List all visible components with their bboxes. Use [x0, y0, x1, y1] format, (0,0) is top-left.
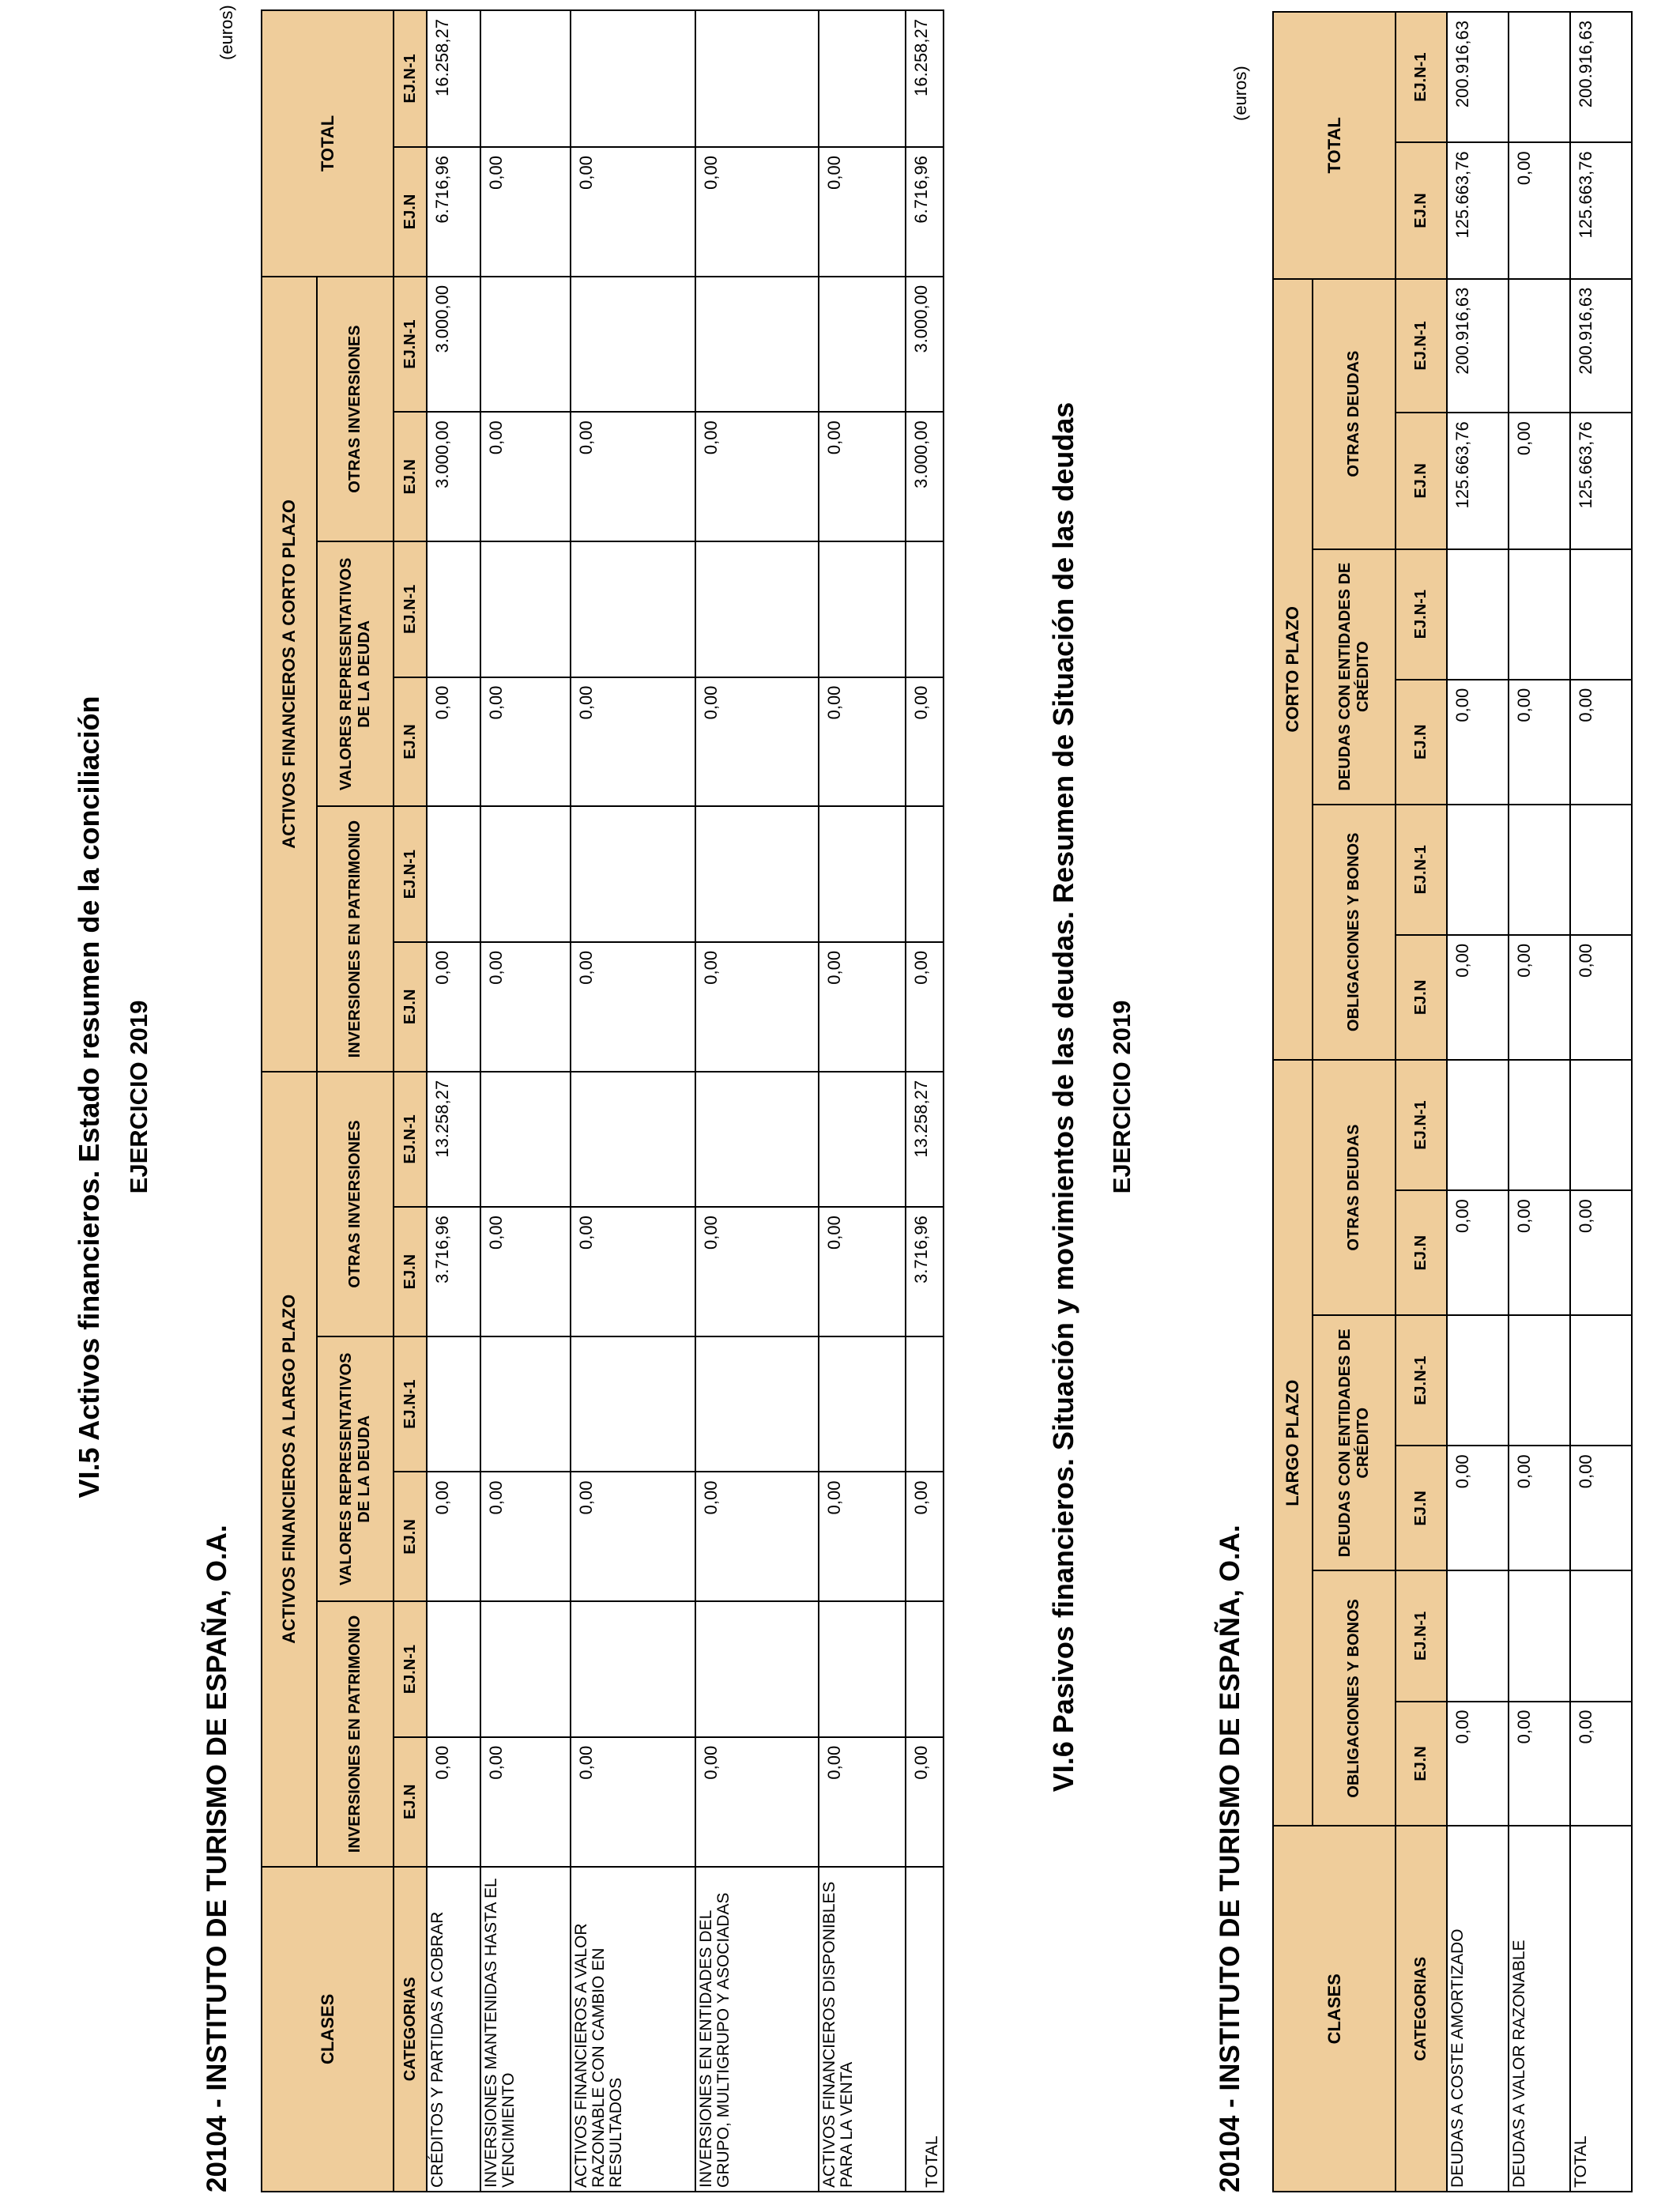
value-cell: [427, 1601, 480, 1736]
table-row: [571, 10, 695, 2192]
value-cell: 16.258,27: [427, 10, 480, 147]
row-category-label: TOTAL: [1570, 1826, 1632, 2192]
value-cell: 0,00: [906, 677, 944, 807]
value-cell: 0,00: [1570, 1190, 1632, 1315]
liabilities-unit: (euros): [1230, 66, 1250, 121]
value-cell: 16.258,27: [906, 10, 944, 147]
value-cell: [480, 807, 571, 942]
value-cell: 0,00: [1570, 680, 1632, 805]
col-ejn: EJ.N: [394, 147, 427, 277]
value-cell: 3.000,00: [427, 412, 480, 541]
value-cell: 0,00: [1570, 1702, 1632, 1826]
long-term-liabilities-header: LARGO PLAZO: [1273, 1060, 1313, 1826]
value-cell: 0,00: [906, 1472, 944, 1601]
value-cell: 3.716,96: [427, 1207, 480, 1336]
col-ejn: EJ.N: [1396, 1702, 1447, 1826]
value-cell: 200.916,63: [1447, 279, 1509, 413]
value-cell: [819, 807, 906, 942]
col-ejn: EJ.N: [1396, 142, 1447, 278]
col-ejn1: EJ.N-1: [394, 10, 427, 147]
value-cell: [1509, 805, 1570, 935]
row-category-label: DEUDAS A COSTE AMORTIZADO: [1447, 1826, 1509, 2192]
value-cell: 3.000,00: [427, 277, 480, 412]
clases-header: CLASES: [262, 1867, 394, 2192]
value-cell: 0,00: [427, 942, 480, 1072]
col-ejn1: EJ.N-1: [1396, 549, 1447, 680]
value-cell: [1509, 549, 1570, 680]
liabilities-table: [1272, 11, 1633, 2192]
value-cell: [1509, 279, 1570, 413]
value-cell: [1509, 12, 1570, 142]
value-cell: 0,00: [571, 1207, 695, 1336]
value-cell: 0,00: [480, 942, 571, 1072]
categorias-header: CATEGORIAS: [1396, 1826, 1447, 2192]
col-ejn1: EJ.N-1: [1396, 1315, 1447, 1446]
row-category-label: CRÉDITOS Y PARTIDAS A COBRAR: [427, 1867, 480, 2192]
value-cell: 125.663,76: [1447, 142, 1509, 278]
value-cell: [480, 10, 571, 147]
value-cell: 200.916,63: [1447, 12, 1509, 142]
row-category-label: DEUDAS A VALOR RAZONABLE: [1509, 1826, 1570, 2192]
value-cell: 0,00: [1509, 413, 1570, 548]
value-cell: 0,00: [819, 1207, 906, 1336]
col-ejn1: EJ.N-1: [394, 541, 427, 677]
col-ejn1: EJ.N-1: [394, 1336, 427, 1472]
col-ejn1: EJ.N-1: [394, 807, 427, 942]
liabilities-organization: 20104 - INSTITUTO DE TURISMO DE ESPAÑA, O.A.: [1215, 1525, 1245, 2192]
value-cell: [427, 1336, 480, 1472]
value-cell: [480, 1072, 571, 1207]
value-cell: 0,00: [906, 942, 944, 1072]
value-cell: 0,00: [819, 412, 906, 541]
lp-credito-header: DEUDAS CON ENTIDADES DE CRÉDITO: [1313, 1315, 1396, 1570]
value-cell: [571, 1336, 695, 1472]
value-cell: [1447, 1315, 1509, 1446]
value-cell: [695, 1601, 819, 1736]
value-cell: [571, 541, 695, 677]
value-cell: [819, 10, 906, 147]
value-cell: [571, 807, 695, 942]
value-cell: [1447, 805, 1509, 935]
lp-otras-header: OTRAS DEUDAS: [1313, 1060, 1396, 1315]
value-cell: 13.258,27: [906, 1072, 944, 1207]
value-cell: 0,00: [427, 1472, 480, 1601]
value-cell: 0,00: [571, 412, 695, 541]
value-cell: 0,00: [1509, 1190, 1570, 1315]
assets-title: VI.5 Activos financieros. Estado resumen de la conciliación: [73, 696, 105, 1498]
value-cell: 0,00: [1570, 1446, 1632, 1570]
value-cell: 0,00: [1447, 1190, 1509, 1315]
cp-otras-header: OTRAS INVERSIONES: [317, 277, 394, 541]
col-ejn1: EJ.N-1: [1396, 1060, 1447, 1190]
value-cell: 13.258,27: [427, 1072, 480, 1207]
value-cell: 0,00: [1509, 142, 1570, 278]
value-cell: 0,00: [819, 1737, 906, 1867]
value-cell: [906, 1336, 944, 1472]
value-cell: 0,00: [695, 1472, 819, 1601]
col-ejn1: EJ.N-1: [1396, 805, 1447, 935]
assets-subtitle: EJERCICIO 2019: [125, 1000, 153, 1194]
value-cell: [695, 1072, 819, 1207]
value-cell: 0,00: [571, 942, 695, 1072]
assets-organization: 20104 - INSTITUTO DE TURISMO DE ESPAÑA, O.A.: [202, 1525, 232, 2192]
col-ejn: EJ.N: [1396, 1190, 1447, 1315]
table-row: [819, 10, 906, 2192]
cp-credito-header: DEUDAS CON ENTIDADES DE CRÉDITO: [1313, 549, 1396, 805]
value-cell: [695, 1336, 819, 1472]
value-cell: 0,00: [571, 677, 695, 807]
categorias-header: CATEGORIAS: [394, 1867, 427, 2192]
liabilities-title: VI.6 Pasivos financieros. Situación y movimientos de las deudas. Resumen de Situación de las deudas: [1047, 401, 1079, 1793]
table-row: [1570, 12, 1632, 2192]
value-cell: [1570, 1060, 1632, 1190]
col-ejn: EJ.N: [1396, 935, 1447, 1060]
value-cell: [427, 807, 480, 942]
lp-valores-header: VALORES REPRESENTATIVOS DE LA DEUDA: [317, 1336, 394, 1601]
value-cell: 0,00: [1447, 935, 1509, 1060]
value-cell: [695, 277, 819, 412]
value-cell: 0,00: [480, 1472, 571, 1601]
value-cell: 0,00: [695, 677, 819, 807]
value-cell: [1570, 805, 1632, 935]
col-ejn: EJ.N: [394, 1737, 427, 1867]
assets-table: [261, 9, 944, 2192]
value-cell: 0,00: [480, 147, 571, 277]
value-cell: 3.716,96: [906, 1207, 944, 1336]
col-ejn: EJ.N: [1396, 1446, 1447, 1570]
liabilities-subtitle: EJERCICIO 2019: [1108, 1000, 1136, 1194]
value-cell: 0,00: [427, 677, 480, 807]
value-cell: 0,00: [427, 1737, 480, 1867]
value-cell: [695, 10, 819, 147]
value-cell: 0,00: [695, 1207, 819, 1336]
col-ejn: EJ.N: [394, 412, 427, 541]
long-term-assets-header: ACTIVOS FINANCIEROS A LARGO PLAZO: [262, 1072, 317, 1867]
value-cell: 0,00: [695, 1737, 819, 1867]
col-ejn1: EJ.N-1: [394, 1072, 427, 1207]
value-cell: [1570, 549, 1632, 680]
table-row: [1509, 12, 1570, 2192]
value-cell: 0,00: [480, 1737, 571, 1867]
value-cell: 0,00: [480, 1207, 571, 1336]
row-category-label: ACTIVOS FINANCIEROS DISPONIBLES PARA LA VENTA: [819, 1867, 906, 2192]
value-cell: 3.000,00: [906, 412, 944, 541]
value-cell: [1570, 1315, 1632, 1446]
value-cell: 200.916,63: [1570, 279, 1632, 413]
value-cell: 0,00: [695, 147, 819, 277]
value-cell: 6.716,96: [427, 147, 480, 277]
lp-patrimonio-header: INVERSIONES EN PATRIMONIO: [317, 1601, 394, 1866]
value-cell: [1509, 1060, 1570, 1190]
value-cell: [571, 1601, 695, 1736]
cp-patrimonio-header: INVERSIONES EN PATRIMONIO: [317, 807, 394, 1072]
col-ejn1: EJ.N-1: [1396, 12, 1447, 142]
value-cell: 125.663,76: [1447, 413, 1509, 548]
value-cell: [427, 541, 480, 677]
value-cell: 0,00: [695, 942, 819, 1072]
value-cell: [480, 541, 571, 677]
value-cell: 125.663,76: [1570, 413, 1632, 548]
value-cell: [906, 1601, 944, 1736]
value-cell: 0,00: [571, 147, 695, 277]
lp-obligaciones-header: OBLIGACIONES Y BONOS: [1313, 1570, 1396, 1826]
row-category-label: INVERSIONES EN ENTIDADES DEL GRUPO, MULTIGRUPO Y ASOCIADAS: [695, 1867, 819, 2192]
col-ejn: EJ.N: [394, 1472, 427, 1601]
value-cell: 0,00: [1509, 935, 1570, 1060]
value-cell: [906, 541, 944, 677]
short-term-liabilities-header: CORTO PLAZO: [1273, 279, 1313, 1060]
value-cell: 0,00: [1570, 935, 1632, 1060]
col-ejn1: EJ.N-1: [1396, 279, 1447, 413]
cp-valores-header: VALORES REPRESENTATIVOS DE LA DEUDA: [317, 541, 394, 806]
value-cell: 0,00: [571, 1737, 695, 1867]
value-cell: [819, 541, 906, 677]
row-category-label: TOTAL: [906, 1867, 944, 2192]
value-cell: [480, 1601, 571, 1736]
col-ejn: EJ.N: [394, 942, 427, 1072]
value-cell: 0,00: [1447, 1446, 1509, 1570]
value-cell: 0,00: [480, 412, 571, 541]
value-cell: 0,00: [1447, 1702, 1509, 1826]
col-ejn1: EJ.N-1: [394, 277, 427, 412]
value-cell: 0,00: [1509, 1702, 1570, 1826]
value-cell: [571, 277, 695, 412]
row-category-label: ACTIVOS FINANCIEROS A VALOR RAZONABLE CON CAMBIO EN RESULTADOS: [571, 1867, 695, 2192]
value-cell: [480, 277, 571, 412]
table-row: [695, 10, 819, 2192]
lp-otras-header: OTRAS INVERSIONES: [317, 1072, 394, 1336]
value-cell: 0,00: [819, 677, 906, 807]
table-row: [906, 10, 944, 2192]
value-cell: [695, 541, 819, 677]
col-ejn1: EJ.N-1: [1396, 1570, 1447, 1701]
value-cell: 0,00: [1447, 680, 1509, 805]
value-cell: 200.916,63: [1570, 12, 1632, 142]
value-cell: [1447, 549, 1509, 680]
col-ejn: EJ.N: [394, 677, 427, 807]
value-cell: 0,00: [480, 677, 571, 807]
value-cell: [819, 1601, 906, 1736]
col-ejn: EJ.N: [1396, 680, 1447, 805]
value-cell: 0,00: [819, 942, 906, 1072]
value-cell: [819, 277, 906, 412]
value-cell: [480, 1336, 571, 1472]
col-ejn1: EJ.N-1: [394, 1601, 427, 1736]
table-row: [1447, 12, 1509, 2192]
value-cell: 0,00: [1509, 1446, 1570, 1570]
value-cell: 0,00: [571, 1472, 695, 1601]
value-cell: [1509, 1315, 1570, 1446]
table-row: [427, 10, 480, 2192]
value-cell: 0,00: [819, 1472, 906, 1601]
table-row: [480, 10, 571, 2192]
value-cell: [906, 807, 944, 942]
value-cell: 0,00: [906, 1737, 944, 1867]
value-cell: [1447, 1570, 1509, 1701]
assets-unit: (euros): [217, 5, 236, 60]
value-cell: [1570, 1570, 1632, 1701]
value-cell: [571, 1072, 695, 1207]
value-cell: 0,00: [819, 147, 906, 277]
value-cell: 3.000,00: [906, 277, 944, 412]
assets-table-body: [427, 10, 944, 2192]
value-cell: 0,00: [695, 412, 819, 541]
value-cell: 0,00: [1509, 680, 1570, 805]
value-cell: [819, 1072, 906, 1207]
value-cell: [1509, 1570, 1570, 1701]
cp-otras-header: OTRAS DEUDAS: [1313, 279, 1396, 549]
clases-header: CLASES: [1273, 1826, 1396, 2192]
value-cell: [819, 1336, 906, 1472]
total-header: TOTAL: [262, 10, 394, 277]
col-ejn: EJ.N: [394, 1207, 427, 1336]
total-header: TOTAL: [1273, 12, 1396, 279]
col-ejn: EJ.N: [1396, 413, 1447, 548]
value-cell: 125.663,76: [1570, 142, 1632, 278]
cp-obligaciones-header: OBLIGACIONES Y BONOS: [1313, 805, 1396, 1060]
row-category-label: INVERSIONES MANTENIDAS HASTA EL VENCIMIENTO: [480, 1867, 571, 2192]
value-cell: [695, 807, 819, 942]
value-cell: [1447, 1060, 1509, 1190]
value-cell: 6.716,96: [906, 147, 944, 277]
liabilities-table-body: [1447, 12, 1632, 2192]
value-cell: [571, 10, 695, 147]
short-term-assets-header: ACTIVOS FINANCIEROS A CORTO PLAZO: [262, 277, 317, 1072]
